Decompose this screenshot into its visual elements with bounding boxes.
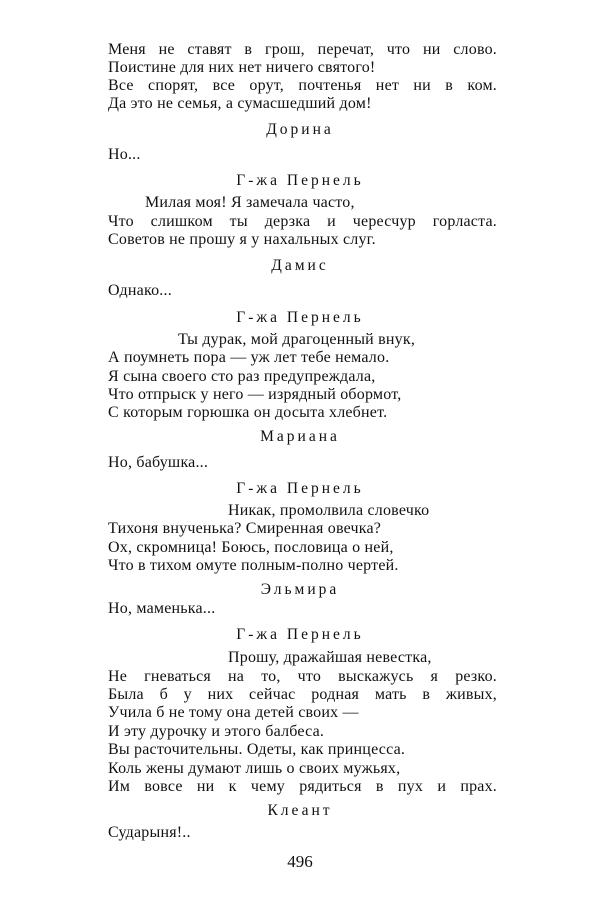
- speaker-name: Г-жа Пернель: [236, 626, 364, 643]
- verse-line: Им вовсе ни к чему рядиться в пух и прах.: [108, 778, 497, 795]
- verse-line: Однако...: [108, 282, 172, 299]
- verse-line: Поистине для них нет ничего святого!: [108, 59, 376, 76]
- speaker-name: Г-жа Пернель: [236, 309, 364, 326]
- verse-line: А поумнеть пора — уж лет тебе немало.: [108, 349, 390, 366]
- speaker-name: Г-жа Пернель: [236, 480, 364, 497]
- verse-line: Что в тихом омуте полным-полно чертей.: [108, 557, 399, 574]
- verse-line: Вы расточительны. Одеты, как принцесса.: [108, 741, 406, 758]
- verse-line: Ты дурак, мой драгоценный внук,: [178, 331, 416, 348]
- verse-line: Ох, скромница! Боюсь, пословица о ней,: [108, 539, 394, 556]
- speaker-name: Клеант: [267, 802, 333, 819]
- speaker-name: Мариана: [260, 428, 340, 445]
- verse-line: С которым горюшка он досыта хлебнет.: [108, 404, 388, 421]
- verse-line: Сударыня!..: [108, 824, 191, 841]
- verse-line: Никак, промолвила словечко: [228, 502, 430, 519]
- verse-line: Прошу, дражайшая невестка,: [228, 649, 432, 666]
- verse-line: Да это не семья, а сумасшедший дом!: [108, 95, 372, 112]
- verse-line: Тихоня внученька? Смиренная овечка?: [108, 520, 382, 537]
- verse-line: Коль жены думают лишь о своих мужьях,: [108, 760, 401, 777]
- verse-line: И эту дурочку и этого балбеса.: [108, 723, 325, 740]
- speaker-name: Дамис: [271, 257, 329, 274]
- verse-line: Учила б не тому она детей своих —: [108, 704, 359, 721]
- speaker-name: Дорина: [266, 121, 334, 138]
- speaker-name: Эльмира: [260, 581, 340, 598]
- verse-line: Что отпрыск у него — изрядный обормот,: [108, 386, 402, 403]
- verse-line: Но, маменька...: [108, 600, 216, 617]
- verse-line: Все спорят, все орут, почтенья нет ни в ком.: [108, 77, 497, 94]
- speaker-name: Г-жа Пернель: [236, 172, 364, 189]
- verse-line: Я сына своего сто раз предупреждала,: [108, 368, 376, 385]
- verse-line: Не гневаться на то, что выскажусь я резко.: [108, 668, 497, 685]
- verse-line: Меня не ставят в грош, перечат, что ни слово.: [108, 41, 497, 58]
- verse-line: Но...: [108, 146, 141, 163]
- verse-line: Советов не прошу я у нахальных слуг.: [108, 231, 376, 248]
- verse-line: Что слишком ты дерзка и чересчур горласта.: [108, 213, 497, 230]
- verse-line: Милая моя! Я замечала часто,: [145, 194, 355, 211]
- verse-line: Но, бабушка...: [108, 454, 209, 471]
- page-number: 496: [287, 852, 313, 871]
- verse-line: Была б у них сейчас родная мать в живых,: [108, 686, 497, 703]
